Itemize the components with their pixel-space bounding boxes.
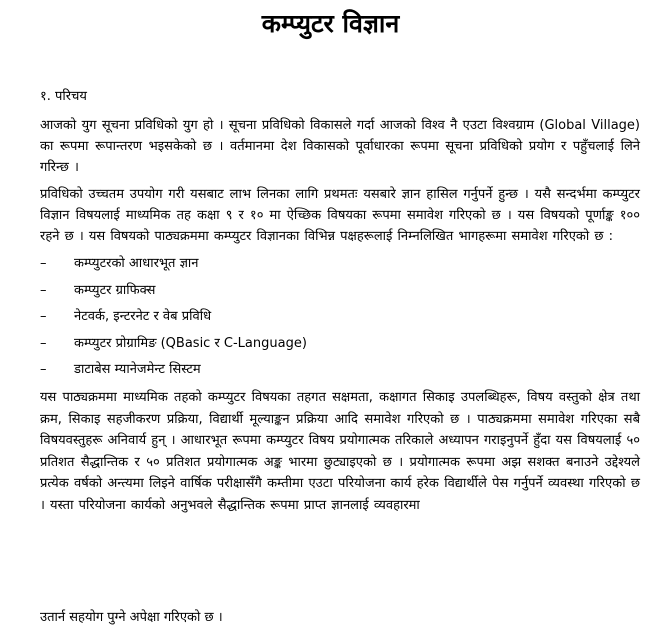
list-bullet: –	[40, 362, 47, 377]
list-bullet: –	[40, 309, 47, 324]
list-item	[40, 253, 640, 275]
intro-paragraph: आजको युग सूचना प्रविधिको युग हो । सूचना प्रविधिको विकासले गर्दा आजको विश्व नै एउटा विश्वग्राम (Global Village) का रूपमा रूपान्तरण भइसकेको छ । वर्तमानमा देश विकासको पूर्वाधारका रूपमा सूचना प्रविधिको प्रयोग र पहुँचलाई लिने गरिन्छ ।	[40, 118, 640, 175]
list-item-text: कम्प्युटर प्रोग्रामिङ (QBasic र C-Language)	[74, 335, 307, 351]
cutoff-text: उतार्न सहयोग पुग्ने अपेक्षा गरिएको छ ।	[40, 610, 223, 625]
list-bullet: –	[40, 256, 47, 271]
cutoff-text-line	[40, 610, 298, 627]
section-heading: १. परिचय	[40, 89, 87, 104]
topic-list	[40, 253, 640, 381]
list-bullet: –	[40, 282, 47, 298]
list-item	[40, 306, 640, 328]
list-item	[40, 333, 640, 355]
list-item	[40, 359, 640, 381]
list-item	[40, 280, 640, 302]
list-item-text: नेटवर्क, इन्टरनेट र वेब प्रविधि	[74, 309, 212, 324]
document-body	[40, 88, 640, 516]
list-item-text: कम्प्युटरको आधारभूत ज्ञान	[74, 256, 199, 271]
list-item-text: कम्प्युटर ग्राफिक्स	[74, 282, 156, 298]
page-title: कम्प्युटर विज्ञान	[261, 9, 400, 38]
scope-paragraph: प्रविधिको उच्चतम उपयोग गरी यसबाट लाभ लिनका लागि प्रथमतः यसबारे ज्ञान हासिल गर्नुपर्ने हुन्छ । यसै सन्दर्भमा कम्प्युटर विज्ञान विषयलाई माध्यमिक तह कक्षा ९ र १० मा ऐच्छिक विषयका रूपमा समावेश गरिएको छ । यस विषयको पूर्णाङ्क १०० रहने छ । यस विषयको पाठ्यक्रममा कम्प्युटर विज्ञानका विभिन्न पक्षहरूलाई निम्नलिखित भागहरूमा समावेश गरिएको छ :	[40, 187, 640, 244]
curriculum-paragraph: यस पाठ्यक्रममा माध्यमिक तहको कम्प्युटर विषयका तहगत सक्षमता, कक्षागत सिकाइ उपलब्धिहरू, विषय वस्तुको क्षेत्र तथा क्रम, सिकाइ सहजीकरण प्रक्रिया, विद्यार्थी मूल्याङ्कन प्रक्रिया आदि समावेश गरिएको छ । पाठ्यक्रममा समावेश गरिएका सबै विषयवस्तुहरू अनिवार्य हुन् । आधारभूत रूपमा कम्प्युटर विषय प्रयोगात्मक तरिकाले अध्यापन गराइनुपर्ने हुँदा यस विषयलाई ५० प्रतिशत सैद्धान्तिक र ५० प्रतिशत प्रयोगात्मक अङ्क भारमा छुट्याइएको छ । प्रयोगात्मक रूपमा अझ सशक्त बनाउने उद्देश्यले प्रत्येक वर्षको अन्त्यमा लिइने वार्षिक परीक्षासँगै कम्तीमा एउटा परियोजना कार्य हरेक विद्यार्थीले पेस गर्नुपर्ने व्यवस्था गरिएको छ । यस्ता परियोजना कार्यको अनुभवले सैद्धान्तिक रूपमा प्राप्त ज्ञानलाई व्यवहारमा	[40, 390, 640, 513]
list-item-text: डाटाबेस म्यानेजमेन्ट सिस्टम	[74, 362, 201, 377]
list-bullet: –	[40, 335, 47, 351]
